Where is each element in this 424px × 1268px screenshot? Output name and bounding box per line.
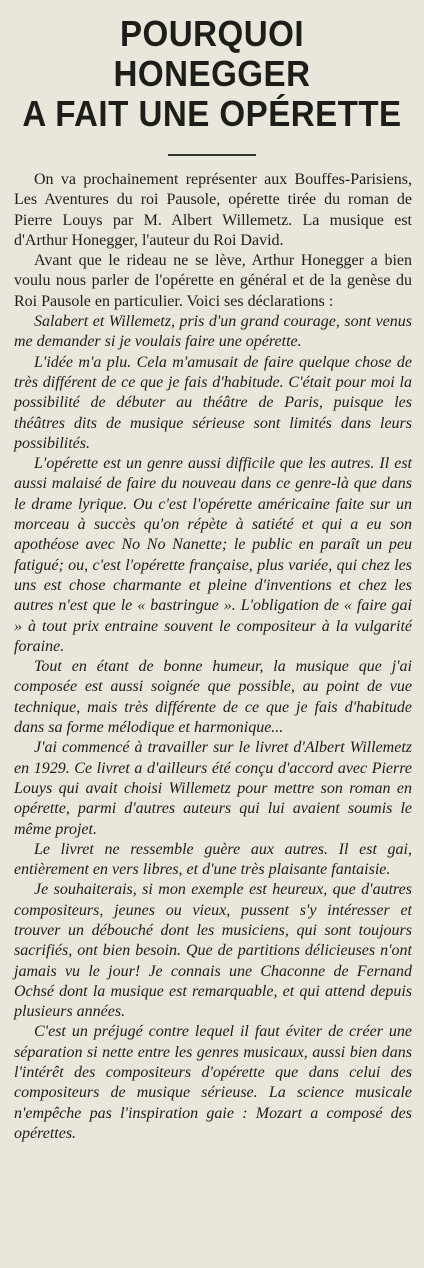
headline bbox=[17, 0, 407, 134]
interview-quote bbox=[14, 312, 412, 1144]
headline-line-2: A FAIT UNE OPÉRETTE bbox=[22, 93, 402, 134]
paragraph: On va prochainement représenter aux Bouffes-Parisiens, Les Aventures du roi Pausole, opérette tirée du roman de Pierre Louys par M. Albert Willemetz. La musique est d'Arthur Honegger, l'auteur du Roi David. bbox=[14, 171, 412, 249]
paragraph: L'opérette est un genre aussi difficile que les autres. Il est aussi malaisé de faire du nouveau dans ce genre-là que dans le drame lyrique. Ou c'est l'opérette américaine faite sur un morceau à succès qu'on répète à satiété et qui a eu son apothéose avec No No Nanette; le public en paraît un peu fatigué; ou, c'est l'opérette française, plus variée, qui chez les uns est chose charmante et pleine d'inventions et chez les autres n'est que le « bastringue ». L'obligation de « faire gai » à tout prix entraine souvent le compositeur à la vulgarité foraine. bbox=[14, 455, 412, 655]
paragraph: Je souhaiterais, si mon exemple est heureux, que d'autres compositeurs, jeunes ou vieux, pussent s'y intéresser et trouver un débouché dont les musiciens, qui sont toujours sacrifiés, ont bien besoin. Que de partitions délicieuses n'ont jamais vu le jour! Je connais une Chaconne de Fernand Ochsé dont la musique est remarquable, et qui attend depuis plusieurs années. bbox=[14, 881, 412, 1021]
headline-line-1: POURQUOI HONEGGER bbox=[113, 13, 311, 94]
article-body bbox=[0, 170, 424, 1144]
paragraph: L'idée m'a plu. Cela m'amusait de faire quelque chose de très différent de ce que je fais d'habitude. C'était pour moi la possibilité de débuter au théâtre de Paris, puisque les théâtres dits de musique sérieuse sont limités dans leurs possibilités. bbox=[14, 353, 412, 452]
paragraph: J'ai commencé à travailler sur le livret d'Albert Willemetz en 1929. Ce livret a d'ailleurs été conçu d'accord avec Pierre Louys qui avait choisi Willemetz pour mettre son roman en opérette, parmi d'autres auteurs qui lui avaient soumis le même projet. bbox=[14, 739, 412, 838]
title-divider bbox=[168, 154, 256, 156]
paragraph: Avant que le rideau ne se lève, Arthur Honegger a bien voulu nous parler de l'opérette en général et de la genèse du Roi Pausole en particulier. Voici ses déclarations : bbox=[14, 252, 412, 310]
paragraph: Salabert et Willemetz, pris d'un grand courage, sont venus me demander si je voulais faire une opérette. bbox=[14, 313, 412, 351]
paragraph: C'est un préjugé contre lequel il faut éviter de créer une séparation si nette entre les genres musicaux, aussi bien dans l'intérêt des compositeurs d'opérette que dans celui des compositeurs de musique sérieuse. La science musicale n'empêche pas l'inspiration gaie : Mozart a composé des opérettes. bbox=[14, 1023, 412, 1142]
intro-section bbox=[14, 170, 412, 312]
paragraph: Tout en étant de bonne humeur, la musique que j'ai composée est aussi soignée que possible, au point de vue technique, mais très différente de ce que je fais d'habitude dans sa forme mélodique et harmonique... bbox=[14, 658, 412, 737]
paragraph: Le livret ne ressemble guère aux autres. Il est gai, entièrement en vers libres, et d'une très plaisante fantaisie. bbox=[14, 840, 412, 879]
